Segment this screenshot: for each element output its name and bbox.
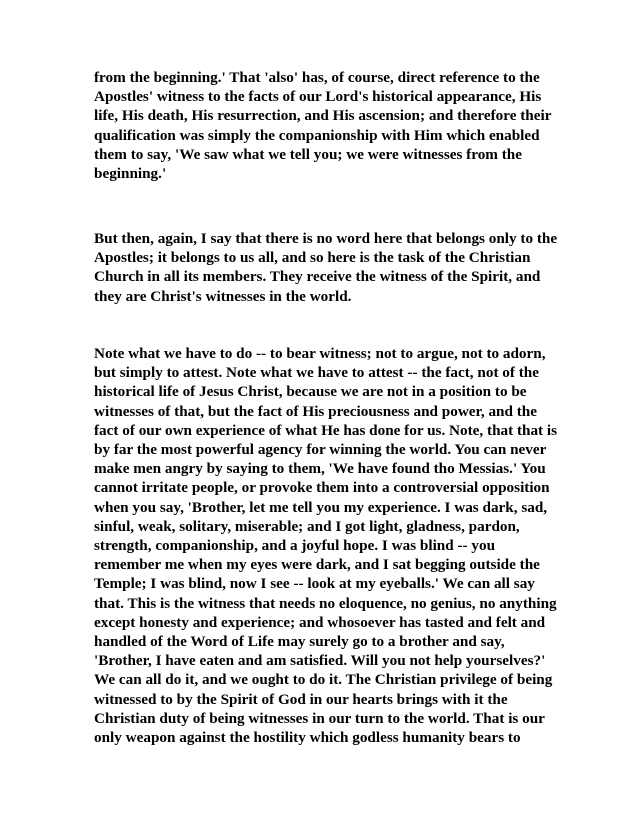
text-line: beginning.' — [94, 165, 167, 183]
text-line: make men angry by saying to them, 'We have found tho Messias.' You — [94, 460, 546, 478]
text-line: remember me when my eyes were dark, and I sat begging outside the — [94, 556, 540, 574]
text-line: 'Brother, I have eaten and am satisfied. Will you not help yourselves?' — [94, 652, 546, 670]
text-line: Apostles; it belongs to us all, and so here is the task of the Christian — [94, 249, 531, 267]
text-line: they are Christ's witnesses in the world. — [94, 287, 352, 305]
text-line: witnesses of that, but the fact of His preciousness and power, and the — [94, 402, 537, 420]
text-line: Christian duty of being witnesses in our turn to the world. That is our — [94, 709, 545, 727]
text-line: when you say, 'Brother, let me tell you my experience. I was dark, sad, — [94, 498, 548, 516]
text-line: cannot irritate people, or provoke them into a controversial opposition — [94, 479, 550, 497]
text-line: strength, companionship, and a joyful hope. I was blind -- you — [94, 537, 496, 555]
text-line: Note what we have to do -- to bear witness; not to argue, not to adorn, — [94, 345, 546, 362]
text-line: fact of our own experience of what He has done for us. Note, that that is — [94, 421, 558, 439]
paragraph-3 — [94, 344, 558, 747]
text-line: that. This is the witness that needs no eloquence, no genius, no anything — [94, 594, 557, 612]
text-line: qualification was simply the companionship with Him which enabled — [94, 126, 540, 144]
text-line: witnessed to by the Spirit of God in our hearts brings with it the — [94, 690, 508, 708]
text-line: them to say, 'We saw what we tell you; we were witnesses from the — [94, 145, 522, 163]
paragraph-2 — [94, 229, 558, 306]
text-line: historical life of Jesus Christ, because we are not in a position to be — [94, 383, 527, 401]
text-line: handled of the Word of Life may surely go to a brother and say, — [94, 633, 505, 651]
text-line: Church in all its members. They receive the witness of the Spirit, and — [94, 268, 541, 286]
text-line: We can all do it, and we ought to do it. The Christian privilege of being — [94, 671, 553, 689]
paragraph-1 — [94, 68, 554, 183]
text-line: by far the most powerful agency for winning the world. You can never — [94, 441, 547, 459]
text-line: except honesty and experience; and whosoever has tasted and felt and — [94, 613, 546, 631]
text-line: from the beginning.' That 'also' has, of course, direct reference to the — [94, 69, 540, 86]
text-line: but simply to attest. Note what we have to attest -- the fact, not of the — [94, 364, 539, 382]
text-line: Apostles' witness to the facts of our Lord's historical appearance, His — [94, 88, 542, 106]
text-line: only weapon against the hostility which godless humanity bears to — [94, 729, 521, 747]
text-line: life, His death, His resurrection, and His ascension; and therefore their — [94, 107, 552, 125]
text-line: But then, again, I say that there is no word here that belongs only to the — [94, 230, 558, 247]
text-line: Temple; I was blind, now I see -- look at my eyeballs.' We can all say — [94, 575, 535, 593]
text-line: sinful, weak, solitary, miserable; and I got light, gladness, pardon, — [94, 517, 520, 535]
